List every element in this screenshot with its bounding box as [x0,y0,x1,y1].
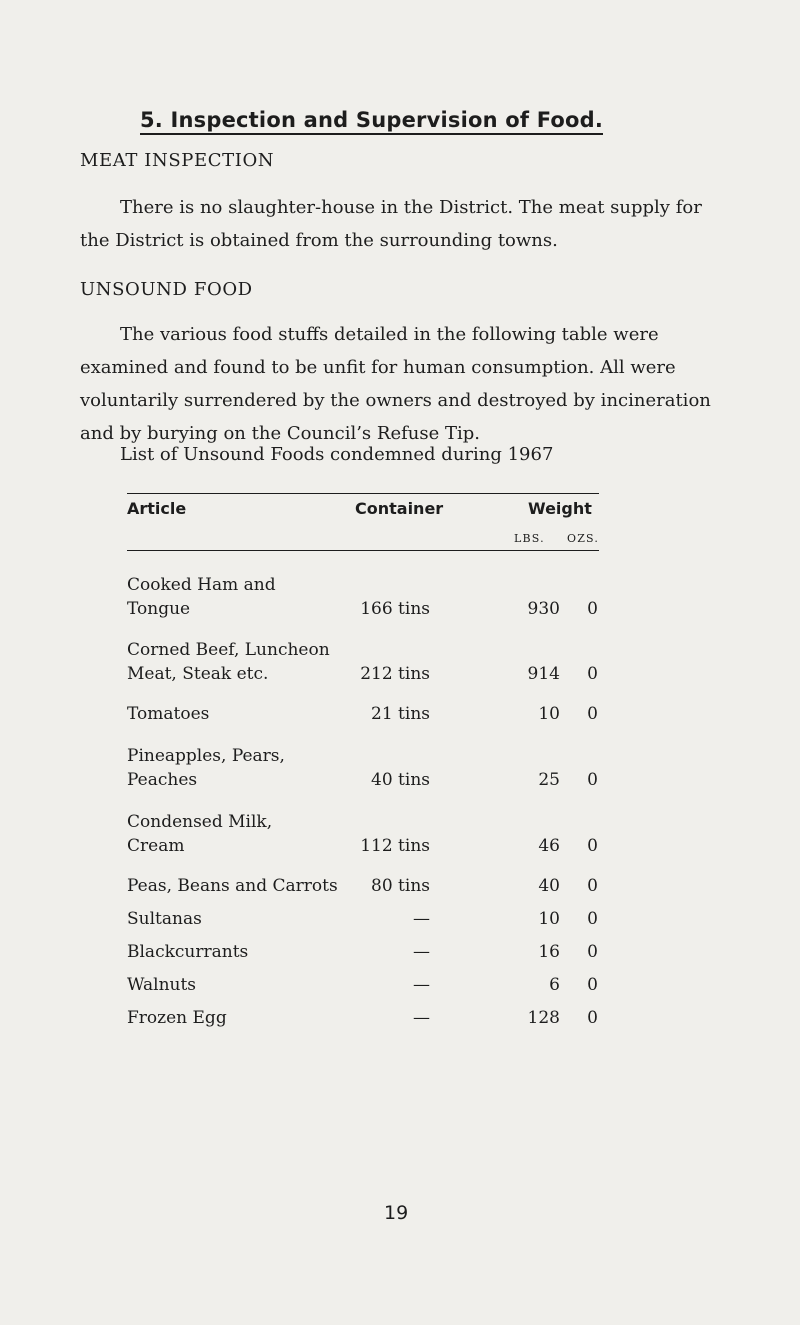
page-number: 19 [384,1202,409,1224]
row-lbs: 16 [538,942,560,962]
table-header-rule [127,550,599,551]
row-lbs: 46 [538,836,560,856]
row-article: Blackcurrants [127,942,249,962]
meat-inspection-heading: MEAT INSPECTION [80,150,275,171]
row-container: 21 tins [371,704,430,724]
row-article-line1: Corned Beef, Luncheon [127,640,330,660]
header-article: Article [127,499,187,518]
row-container: 112 tins [360,836,430,856]
header-lbs: LBS. [514,532,545,545]
row-ozs: 0 [587,664,598,684]
row-ozs: 0 [587,876,598,896]
table-top-rule [127,493,599,494]
row-container: 212 tins [360,664,430,684]
row-article: Sultanas [127,909,202,929]
row-lbs: 25 [538,770,560,790]
row-article-line2: Tongue [127,599,191,619]
row-container: 80 tins [371,876,430,896]
row-lbs: 914 [527,664,560,684]
row-lbs: 930 [527,599,560,619]
row-container: — [413,975,430,995]
row-ozs: 0 [587,704,598,724]
row-ozs: 0 [587,770,598,790]
header-container: Container [355,499,444,518]
row-article: Tomatoes [127,704,210,724]
row-article-line2: Peaches [127,770,198,790]
row-article-line2: Meat, Steak etc. [127,664,269,684]
row-container: — [413,1008,430,1028]
meat-inspection-text: There is no slaughter-house in the District. The meat supply for the District is obtained from the surrounding towns. [80,197,702,251]
row-ozs: 0 [587,836,598,856]
row-lbs: 40 [538,876,560,896]
row-container: 40 tins [371,770,430,790]
row-ozs: 0 [587,1008,598,1028]
row-container: — [413,909,430,929]
row-container: 166 tins [360,599,430,619]
row-lbs: 10 [538,909,560,929]
header-weight: Weight [528,499,592,518]
row-article: Walnuts [127,975,197,995]
row-article-line2: Cream [127,836,185,856]
section-heading: 5. Inspection and Supervision of Food. [140,108,603,135]
row-ozs: 0 [587,599,598,619]
row-container: — [413,942,430,962]
row-ozs: 0 [587,909,598,929]
row-ozs: 0 [587,942,598,962]
unsound-food-heading: UNSOUND FOOD [80,279,253,300]
unsound-food-text: The various food stuffs detailed in the following table were examined and found to be unfit for human consumption. All were voluntarily surrendered by the owners and destroyed by incineration and by burying on the Council’s Refuse Tip. [80,324,711,444]
header-ozs: OZS. [567,532,600,545]
row-ozs: 0 [587,975,598,995]
row-article-line1: Condensed Milk, [127,812,273,832]
list-title: List of Unsound Foods condemned during 1967 [120,444,554,465]
row-lbs: 128 [527,1008,560,1028]
row-lbs: 6 [549,975,560,995]
row-article: Peas, Beans and Carrots [127,876,338,896]
row-article-line1: Cooked Ham and [127,575,276,595]
row-article: Frozen Egg [127,1008,227,1028]
row-article-line1: Pineapples, Pears, [127,746,285,766]
row-lbs: 10 [538,704,560,724]
